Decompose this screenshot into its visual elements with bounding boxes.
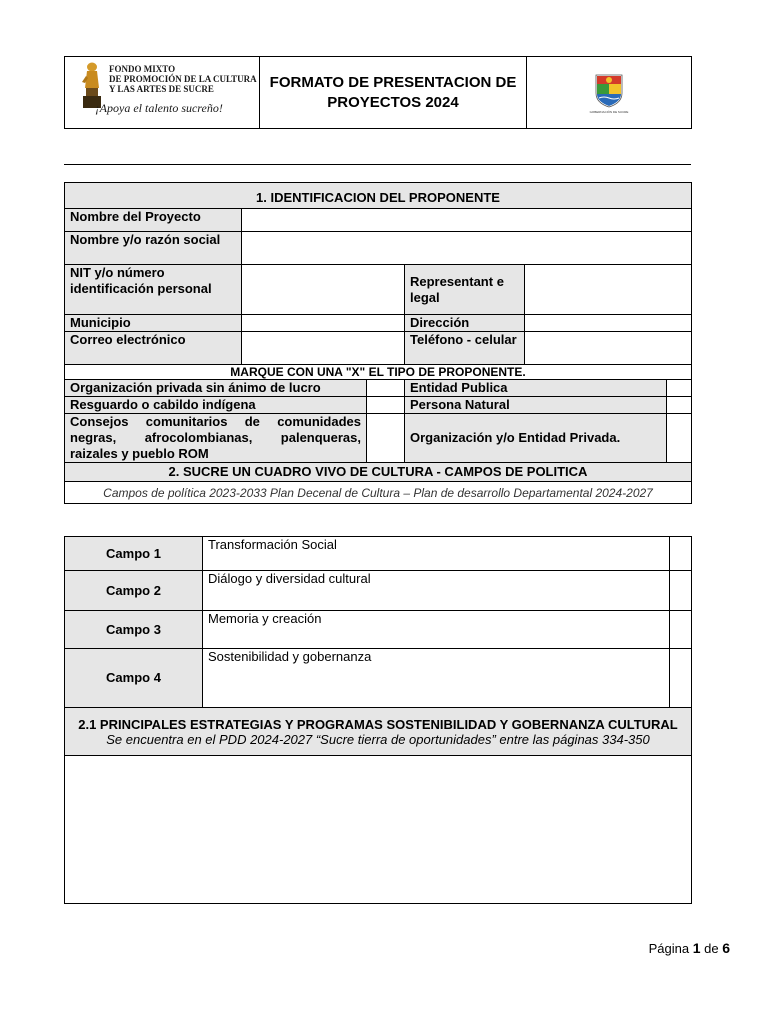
page-word: Página <box>648 941 690 956</box>
sucre-shield-icon <box>594 71 624 109</box>
type-natural-person-checkbox[interactable] <box>667 397 692 414</box>
field-4-label: Campo 4 <box>65 649 203 708</box>
total-pages: 6 <box>722 940 730 956</box>
address-field[interactable] <box>525 315 692 332</box>
phone-field[interactable] <box>525 332 692 365</box>
nit-label: NIT y/o número identificación personal <box>65 265 242 315</box>
type-private-entity-label: Organización y/o Entidad Privada. <box>405 414 667 463</box>
phone-label: Teléfono - celular <box>405 332 525 365</box>
gobernacion-logo <box>527 57 692 129</box>
project-name-field[interactable] <box>242 209 692 232</box>
fondo-mixto-logo <box>65 57 260 129</box>
social-name-field[interactable] <box>242 232 692 265</box>
field-1-checkbox[interactable] <box>670 537 692 571</box>
field-2-checkbox[interactable] <box>670 571 692 611</box>
email-field[interactable] <box>242 332 405 365</box>
email-label: Correo electrónico <box>65 332 242 365</box>
current-page: 1 <box>692 940 701 956</box>
header-divider <box>64 164 691 165</box>
type-public-entity-label: Entidad Publica <box>405 380 667 397</box>
field-3-checkbox[interactable] <box>670 611 692 649</box>
logo-line-2: DE PROMOCIÓN DE LA CULTURA <box>109 74 257 84</box>
page-number <box>649 940 730 956</box>
title-line-2: PROYECTOS 2024 <box>327 93 459 111</box>
municipality-label: Municipio <box>65 315 242 332</box>
proponent-identification-table <box>64 182 692 504</box>
proponent-type-title: MARQUE CON UNA "X" EL TIPO DE PROPONENTE. <box>65 365 692 380</box>
type-natural-person-label: Persona Natural <box>405 397 667 414</box>
logo-slogan: ¡Apoya el talento sucreño! <box>95 101 223 115</box>
section2-subtitle: Campos de política 2023-2033 Plan Decenal de Cultura – Plan de desarrollo Departamental 2024-2027 <box>65 482 692 504</box>
field-2-value: Diálogo y diversidad cultural <box>203 571 670 611</box>
address-label: Dirección <box>405 315 525 332</box>
strategies-header <box>65 708 692 756</box>
field-1-label: Campo 1 <box>65 537 203 571</box>
project-name-label: Nombre del Proyecto <box>65 209 242 232</box>
policy-fields-table <box>64 536 692 904</box>
legal-rep-label: Representant e legal <box>405 265 525 315</box>
logo-line-3: Y LAS ARTES DE SUCRE <box>109 84 214 94</box>
type-indigenous-checkbox[interactable] <box>367 397 405 414</box>
municipality-field[interactable] <box>242 315 405 332</box>
nit-field[interactable] <box>242 265 405 315</box>
type-councils-checkbox[interactable] <box>367 414 405 463</box>
field-2-label: Campo 2 <box>65 571 203 611</box>
document-header <box>64 56 692 129</box>
type-public-entity-checkbox[interactable] <box>667 380 692 397</box>
field-1-value: Transformación Social <box>203 537 670 571</box>
social-name-label: Nombre y/o razón social <box>65 232 242 265</box>
strategies-note: Se encuentra en el PDD 2024-2027 “Sucre tierra de oportunidades” entre las páginas 334-350 <box>106 731 650 747</box>
strategies-textarea[interactable] <box>65 756 692 904</box>
strategies-title: 2.1 PRINCIPALES ESTRATEGIAS Y PROGRAMAS SOSTENIBILIDAD Y GOBERNANZA CULTURAL <box>78 716 678 732</box>
of-word: de <box>704 941 719 956</box>
section1-title: 1. IDENTIFICACION DEL PROPONENTE <box>65 183 692 209</box>
type-private-entity-checkbox[interactable] <box>667 414 692 463</box>
legal-rep-field[interactable] <box>525 265 692 315</box>
type-councils-label: Consejos comunitarios de comunidades negras, afrocolombianas, palenqueras, raizales y pueblo ROM <box>65 414 367 463</box>
type-private-nonprofit-label: Organización privada sin ánimo de lucro <box>65 380 367 397</box>
section2-title: 2. SUCRE UN CUADRO VIVO DE CULTURA - CAMPOS DE POLITICA <box>65 463 692 482</box>
type-private-nonprofit-checkbox[interactable] <box>367 380 405 397</box>
field-3-value: Memoria y creación <box>203 611 670 649</box>
document-title <box>260 57 527 129</box>
field-4-value: Sostenibilidad y gobernanza <box>203 649 670 708</box>
field-4-checkbox[interactable] <box>670 649 692 708</box>
type-indigenous-label: Resguardo o cabildo indígena <box>65 397 367 414</box>
field-3-label: Campo 3 <box>65 611 203 649</box>
logo-line-1: FONDO MIXTO <box>109 64 176 74</box>
title-line-1: FORMATO DE PRESENTACION DE <box>269 73 517 91</box>
gobernacion-text: GOBERNACIÓN DE SUCRE <box>589 110 629 114</box>
